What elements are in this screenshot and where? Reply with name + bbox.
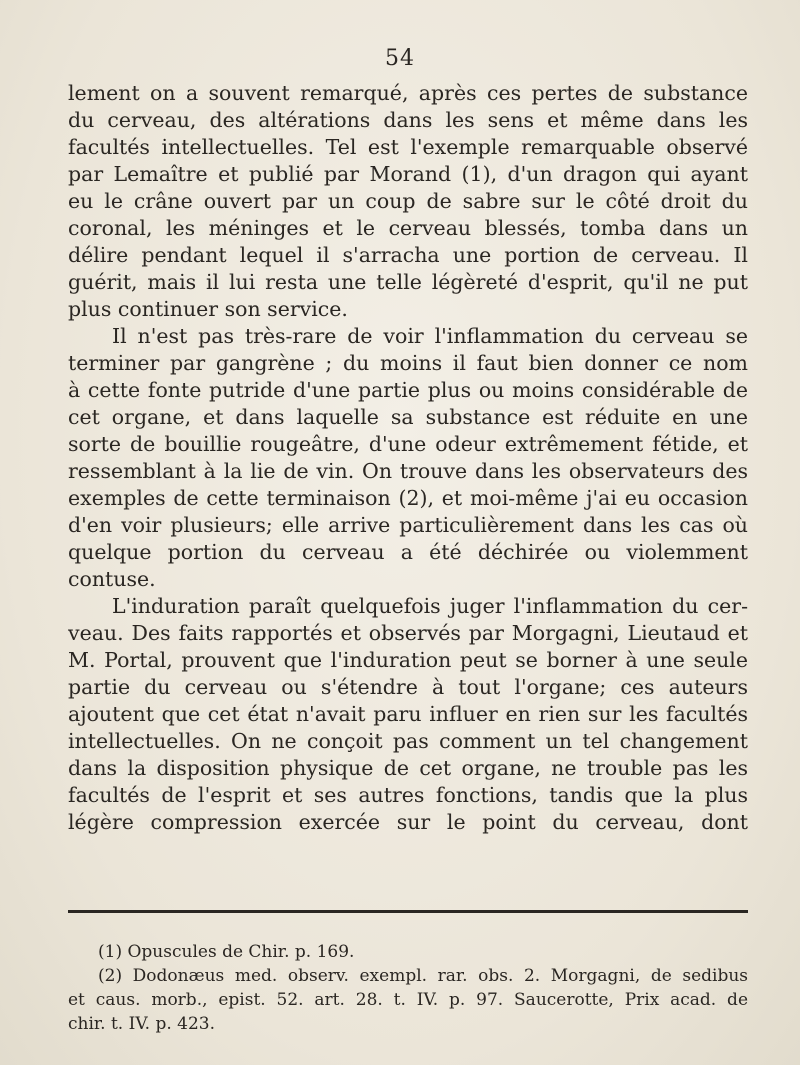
- text-line: légère compression exercée sur le point du cerveau, dont: [68, 810, 748, 834]
- text-line: exemples de cette terminaison (2), et moi-même j'ai eu occasion: [68, 486, 748, 510]
- text-line: facultés intellectuelles. Tel est l'exemple remarquable observé: [68, 135, 748, 159]
- footnote-2-continued: et caus. morb., epist. 52. art. 28. t. IV. p. 97. Saucerotte, Prix acad. de: [68, 990, 748, 1010]
- paragraph-end-line: contuse.: [68, 567, 156, 591]
- text-line: par Lemaître et publié par Morand (1), d'un dragon qui ayant: [68, 162, 748, 186]
- text-line: sorte de bouillie rougeâtre, d'une odeur extrêmement fétide, et: [68, 432, 748, 456]
- text-line: à cette fonte putride d'une partie plus ou moins considérable de: [68, 378, 748, 402]
- paragraph-end-line: plus continuer son service.: [68, 297, 348, 321]
- text-line: ressemblant à la lie de vin. On trouve dans les observateurs des: [68, 459, 748, 483]
- text-line: M. Portal, prouvent que l'induration peut se borner à une seule: [68, 648, 748, 672]
- footnote-divider: [68, 910, 748, 913]
- text-line: facultés de l'esprit et ses autres fonctions, tandis que la plus: [68, 783, 748, 807]
- text-line: délire pendant lequel il s'arracha une portion de cerveau. Il: [68, 243, 748, 267]
- text-line: guérit, mais il lui resta une telle légèreté d'esprit, qu'il ne put: [68, 270, 748, 294]
- text-line: partie du cerveau ou s'étendre à tout l'organe; ces auteurs: [68, 675, 748, 699]
- footnotes: [68, 940, 748, 1036]
- text-line: lement on a souvent remarqué, après ces pertes de substance: [68, 81, 748, 105]
- paragraph-start-line: Il n'est pas très-rare de voir l'inflammation du cerveau se: [112, 324, 748, 348]
- text-line: veau. Des faits rapportés et observés par Morgagni, Lieutaud et: [68, 621, 748, 645]
- footnote-2: (2) Dodonæus med. observ. exempl. rar. obs. 2. Morgagni, de sedibus: [98, 966, 748, 986]
- paragraph-start-line: L'induration paraît quelquefois juger l'inflammation du cer-: [112, 594, 748, 618]
- text-line: quelque portion du cerveau a été déchirée ou violemment: [68, 540, 748, 564]
- text-line: d'en voir plusieurs; elle arrive particulièrement dans les cas où: [68, 513, 748, 537]
- main-text: [68, 80, 748, 836]
- text-line: ajoutent que cet état n'avait paru influer en rien sur les facultés: [68, 702, 748, 726]
- page-number: 54: [385, 46, 415, 71]
- text-line: du cerveau, des altérations dans les sens et même dans les: [68, 108, 748, 132]
- footnote-1: (1) Opuscules de Chir. p. 169.: [98, 942, 355, 962]
- text-line: coronal, les méninges et le cerveau blessés, tomba dans un: [68, 216, 748, 240]
- text-line: cet organe, et dans laquelle sa substance est réduite en une: [68, 405, 748, 429]
- text-line: eu le crâne ouvert par un coup de sabre sur le côté droit du: [68, 189, 748, 213]
- footnote-2-end: chir. t. IV. p. 423.: [68, 1014, 215, 1034]
- text-line: terminer par gangrène ; du moins il faut bien donner ce nom: [68, 351, 748, 375]
- text-line: intellectuelles. On ne conçoit pas comment un tel changement: [68, 729, 748, 753]
- text-line: dans la disposition physique de cet organe, ne trouble pas les: [68, 756, 748, 780]
